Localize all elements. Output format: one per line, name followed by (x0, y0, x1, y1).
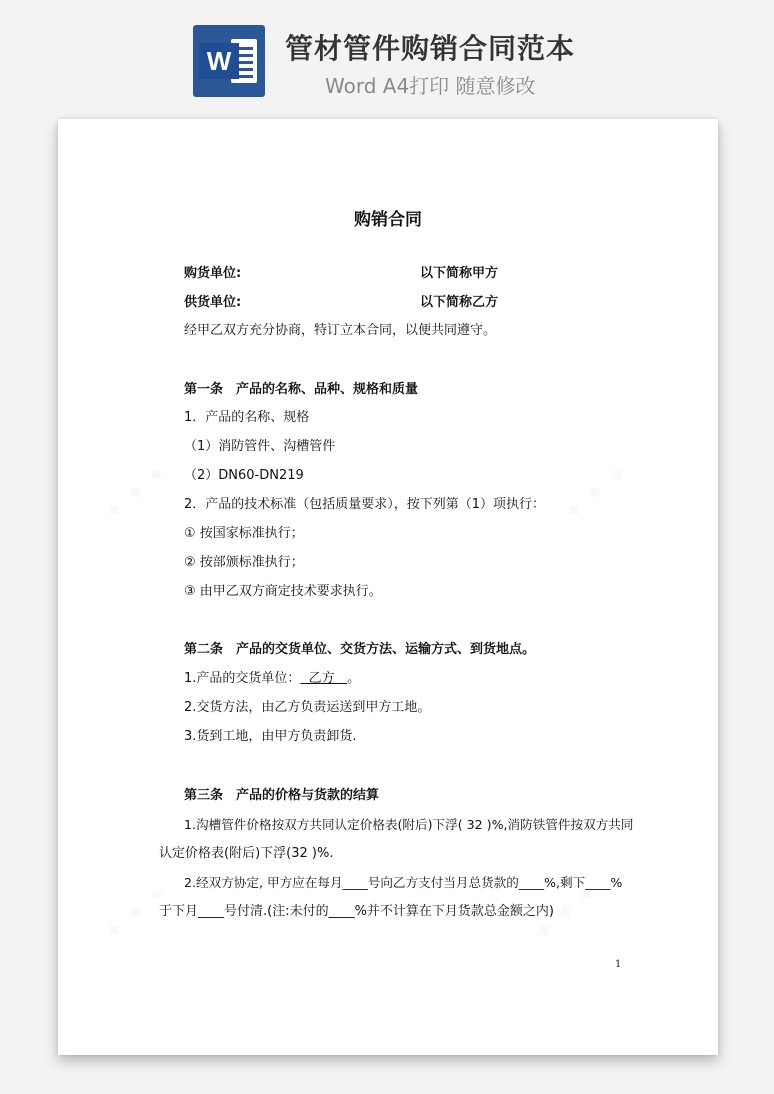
article2-item1 (184, 670, 360, 688)
article2-item3: 3.货到工地，由甲方负责卸货. (184, 729, 357, 744)
buyer-alias: 以下简称甲方 (420, 266, 499, 281)
article1-heading: 第一条 产品的名称、品种、规格和质量 (184, 382, 419, 397)
word-icon-letter: W (199, 43, 239, 79)
buyer-label: 购货单位: (184, 266, 242, 281)
watermark-decoration: ✦ ✦ ✦ (527, 877, 604, 949)
article3-item2-line2: 于下月____号付清.(注:未付的____%并不计算在下月货款总金额之内) (159, 904, 555, 919)
article3-item1-line1: 1.沟槽管件价格按双方共同认定价格表(附后)下浮( 32 )%,消防铁管件按双方共同 (184, 817, 634, 832)
article2-item1-suffix: 。 (347, 671, 361, 686)
watermark-decoration: ✦ ✦ ✦ (557, 457, 634, 529)
seller-label: 供货单位: (184, 295, 242, 310)
article2-item1-prefix: 1.产品的交货单位： (184, 671, 301, 686)
article1-opt1: ① 按国家标准执行； (184, 526, 304, 541)
article1-item2: 2．产品的技术标准（包括质量要求），按下列第（1）项执行： (184, 497, 546, 512)
word-icon (193, 25, 265, 97)
article3-item1-line2: 认定价格表(附后)下浮(32 )%. (159, 846, 334, 861)
page-title: 管材管件购销合同范本 (285, 32, 576, 65)
article1-sub2: （2）DN60-DN219 (184, 468, 304, 483)
document-page (58, 119, 718, 1055)
article2-item2: 2.交货方法，由乙方负责运送到甲方工地。 (184, 700, 431, 715)
page-number: 1 (615, 959, 622, 970)
document-title: 购销合同 (354, 210, 422, 230)
article1-sub1: （1）消防管件、沟槽管件 (184, 439, 336, 454)
delivery-unit-value: 乙方 (300, 671, 348, 686)
article3-heading: 第三条 产品的价格与货款的结算 (184, 788, 380, 803)
article1-item1: 1．产品的名称、规格 (184, 410, 310, 425)
page-header (0, 0, 774, 110)
watermark-decoration: ✦ ✦ ✦ (97, 877, 174, 949)
article3-item2-line1: 2.经双方协定, 甲方应在每月____号向乙方支付当月总货款的____%,剩下____% (184, 875, 623, 890)
article2-heading: 第二条 产品的交货单位、交货方法、运输方式、到货地点。 (184, 642, 536, 657)
watermark-decoration: ✦ ✦ ✦ (97, 457, 174, 529)
article1-opt2: ② 按部颁标准执行； (184, 555, 304, 570)
intro-text: 经甲乙双方充分协商，特订立本合同，以便共同遵守。 (184, 323, 497, 338)
seller-alias: 以下简称乙方 (420, 295, 499, 310)
page-subtitle: Word A4打印 随意修改 (325, 74, 536, 98)
article1-opt3: ③ 由甲乙双方商定技术要求执行。 (184, 584, 382, 599)
